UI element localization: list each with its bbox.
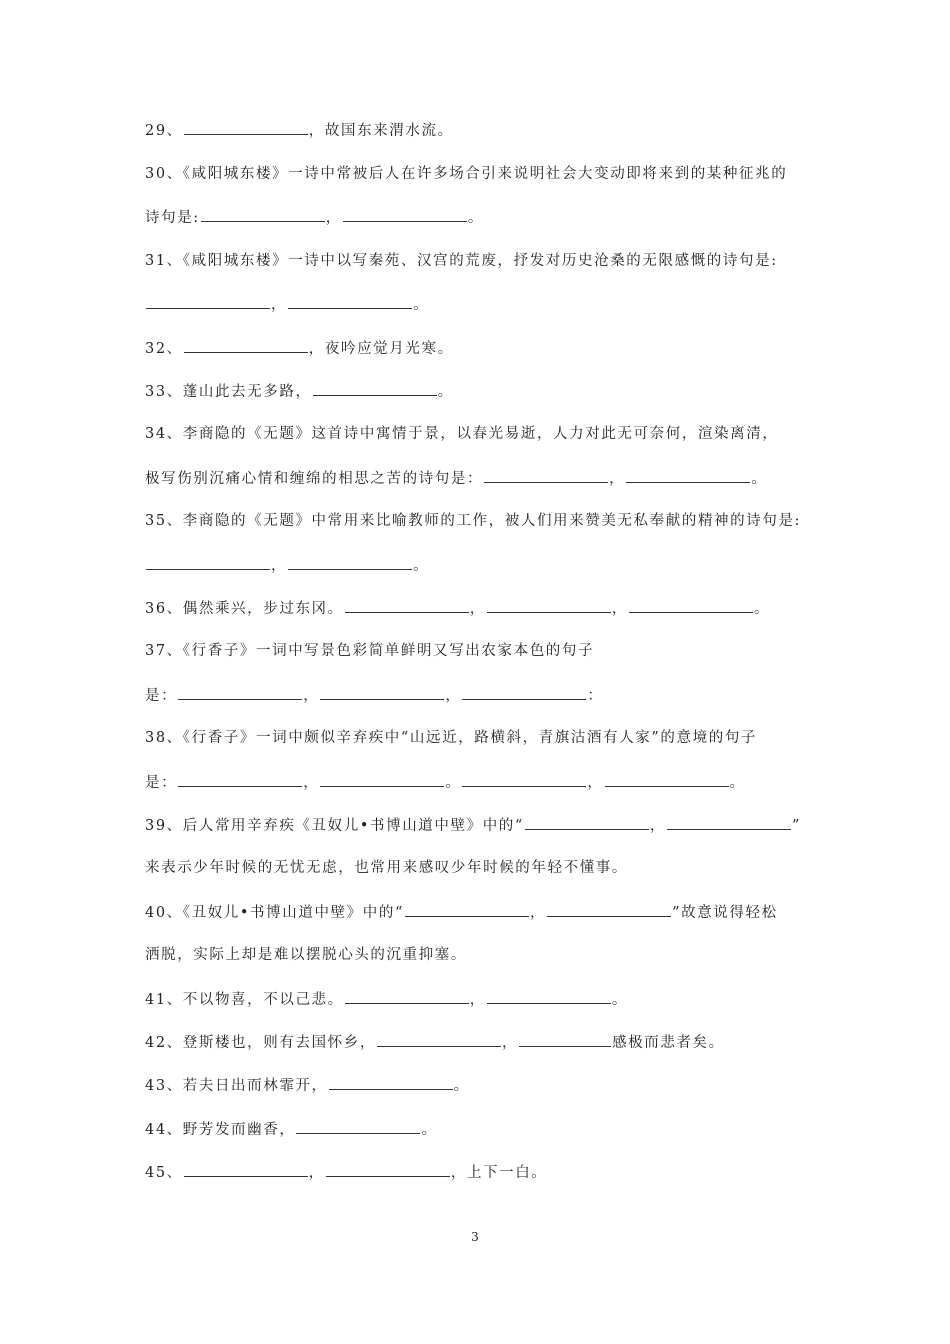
answer-blank[interactable] <box>146 555 270 570</box>
answer-blank[interactable] <box>184 1162 308 1177</box>
page-number: 3 <box>471 1230 479 1244</box>
question-38-line2 <box>145 772 746 793</box>
answer-blank[interactable] <box>343 207 467 222</box>
answer-blank[interactable] <box>313 381 437 396</box>
q36-end: 。 <box>753 601 771 617</box>
question-44 <box>145 1119 438 1140</box>
q42-end: 感极而悲者矣。 <box>612 1035 725 1051</box>
question-39-line1 <box>145 815 801 836</box>
answer-blank[interactable] <box>178 772 302 787</box>
q35-end: 。 <box>413 558 430 574</box>
answer-blank[interactable] <box>320 685 444 700</box>
q43-suffix: 。 <box>453 1078 470 1094</box>
answer-blank[interactable] <box>345 989 469 1004</box>
q35-sep: ， <box>271 558 288 574</box>
q37-text: 37、《行香子》一词中写景色彩简单鲜明又写出农家本色的句子 <box>145 643 595 659</box>
question-35-line1 <box>145 511 801 531</box>
q45-prefix: 45、 <box>145 1165 183 1181</box>
answer-blank[interactable] <box>605 772 729 787</box>
q43-prefix: 43、若夫日出而林霏开， <box>145 1078 328 1094</box>
answer-blank[interactable] <box>405 902 529 917</box>
q37-end: ： <box>587 688 604 704</box>
q31-sep: ， <box>271 297 288 313</box>
answer-blank[interactable] <box>288 294 412 309</box>
q40-close: ”故意说得轻松 <box>672 905 778 921</box>
q33-prefix: 33、蓬山此去无多路， <box>145 384 312 400</box>
question-38-line1 <box>145 728 757 748</box>
question-42 <box>145 1032 725 1053</box>
q38-sep2: 。 <box>445 775 462 791</box>
answer-blank[interactable] <box>288 555 412 570</box>
answer-blank[interactable] <box>519 1032 611 1047</box>
answer-blank[interactable] <box>146 294 270 309</box>
question-40-line2 <box>145 945 467 965</box>
answer-blank[interactable] <box>320 772 444 787</box>
q31-end: 。 <box>413 297 430 313</box>
answer-blank[interactable] <box>629 598 753 613</box>
answer-blank[interactable] <box>184 120 308 135</box>
question-29 <box>145 120 454 141</box>
question-40-line1 <box>145 902 778 923</box>
q36-prefix: 36、偶然乘兴，步过东冈。 <box>145 601 344 617</box>
question-34-line1 <box>145 424 778 444</box>
q39-close: ” <box>792 818 802 834</box>
question-33 <box>145 381 454 402</box>
answer-blank[interactable] <box>547 902 671 917</box>
answer-blank[interactable] <box>201 207 325 222</box>
q29-suffix: ，故国东来渭水流。 <box>308 123 454 139</box>
answer-blank[interactable] <box>487 598 611 613</box>
question-35-line2 <box>145 555 429 576</box>
question-37-line1 <box>145 641 594 661</box>
question-30-line2 <box>145 207 484 228</box>
question-37-line2 <box>145 685 604 706</box>
q37-sep1: ， <box>303 688 320 704</box>
q40-text: 洒脱，实际上却是难以摆脱心头的沉重抑塞。 <box>145 947 467 963</box>
answer-blank[interactable] <box>462 772 586 787</box>
question-34-line2 <box>145 468 767 489</box>
question-32 <box>145 338 454 359</box>
q34-end: 。 <box>751 471 768 487</box>
q41-sep: ， <box>469 992 486 1008</box>
answer-blank[interactable] <box>484 468 608 483</box>
q39-text: 来表示少年时候的无忧无虑，也常用来感叹少年时候的年轻不懂事。 <box>145 860 628 876</box>
q44-suffix: 。 <box>421 1122 438 1138</box>
q38-lead: 是： <box>145 775 178 791</box>
q34-text: 34、李商隐的《无题》这首诗中寓情于景，以春光易逝，人力对此无可奈何，渲染离清， <box>145 426 779 442</box>
answer-blank[interactable] <box>487 989 611 1004</box>
q34-sep: ， <box>609 471 626 487</box>
answer-blank[interactable] <box>296 1119 420 1134</box>
question-39-line2 <box>145 858 628 878</box>
q38-sep1: ， <box>303 775 320 791</box>
question-30-line1 <box>145 164 787 184</box>
q39-lead: 39、后人常用辛弃疾《丑奴儿•书博山道中壁》中的“ <box>145 818 524 834</box>
answer-blank[interactable] <box>345 598 469 613</box>
answer-blank[interactable] <box>462 685 586 700</box>
answer-blank[interactable] <box>626 468 750 483</box>
question-31-line1 <box>145 251 778 271</box>
answer-blank[interactable] <box>525 815 649 830</box>
q44-prefix: 44、野芳发而幽香， <box>145 1122 296 1138</box>
q35-text: 35、李商隐的《无题》中常用来比喻教师的工作，被人们用来赞美无私奉献的精神的诗句是: <box>145 513 802 529</box>
q42-sep: ， <box>501 1035 519 1051</box>
q32-prefix: 32、 <box>145 341 183 357</box>
q38-text: 38、《行香子》一词中颇似辛弃疾中“山远近，路横斜，青旗沽酒有人家”的意境的句子 <box>145 730 758 746</box>
q30-lead: 诗句是: <box>145 210 200 226</box>
question-36 <box>145 598 770 619</box>
answer-blank[interactable] <box>178 685 302 700</box>
answer-blank[interactable] <box>667 815 791 830</box>
question-45 <box>145 1162 547 1183</box>
question-43 <box>145 1075 470 1096</box>
q45-sep: ， <box>308 1165 325 1181</box>
q41-end: 。 <box>611 992 628 1008</box>
question-31-line2 <box>145 294 429 315</box>
q38-sep3: ， <box>587 775 604 791</box>
q39-sep: ， <box>649 818 667 834</box>
q36-sep2: ， <box>611 601 628 617</box>
q33-suffix: 。 <box>437 384 454 400</box>
q30-end: 。 <box>467 210 485 226</box>
q45-suffix: ，上下一白。 <box>450 1165 548 1181</box>
q38-end: 。 <box>729 775 746 791</box>
q34-lead: 极写伤别沉痛心情和缠绵的相思之苦的诗句是： <box>145 471 484 487</box>
answer-blank[interactable] <box>326 1162 450 1177</box>
q30-sep: ， <box>325 210 342 226</box>
q40-sep: ， <box>529 905 547 921</box>
q37-lead: 是： <box>145 688 178 704</box>
answer-blank[interactable] <box>329 1075 453 1090</box>
q40-lead: 40、《丑奴儿•书博山道中壁》中的“ <box>145 905 404 921</box>
q31-text: 31、《咸阳城东楼》一诗中以写秦苑、汉宫的荒废，抒发对历史沧桑的无限感慨的诗句是: <box>145 253 778 269</box>
answer-blank[interactable] <box>377 1032 501 1047</box>
answer-blank[interactable] <box>184 338 308 353</box>
q37-sep2: ， <box>445 688 462 704</box>
q29-prefix: 29、 <box>145 123 183 139</box>
q30-text: 30、《咸阳城东楼》一诗中常被后人在许多场合引来说明社会大变动即将来到的某种征兆的 <box>145 166 788 182</box>
question-41 <box>145 989 628 1010</box>
q41-prefix: 41、不以物喜，不以己悲。 <box>145 992 344 1008</box>
q42-prefix: 42、登斯楼也，则有去国怀乡， <box>145 1035 376 1051</box>
q32-suffix: ，夜吟应觉月光寒。 <box>308 341 454 357</box>
q36-sep1: ， <box>469 601 486 617</box>
